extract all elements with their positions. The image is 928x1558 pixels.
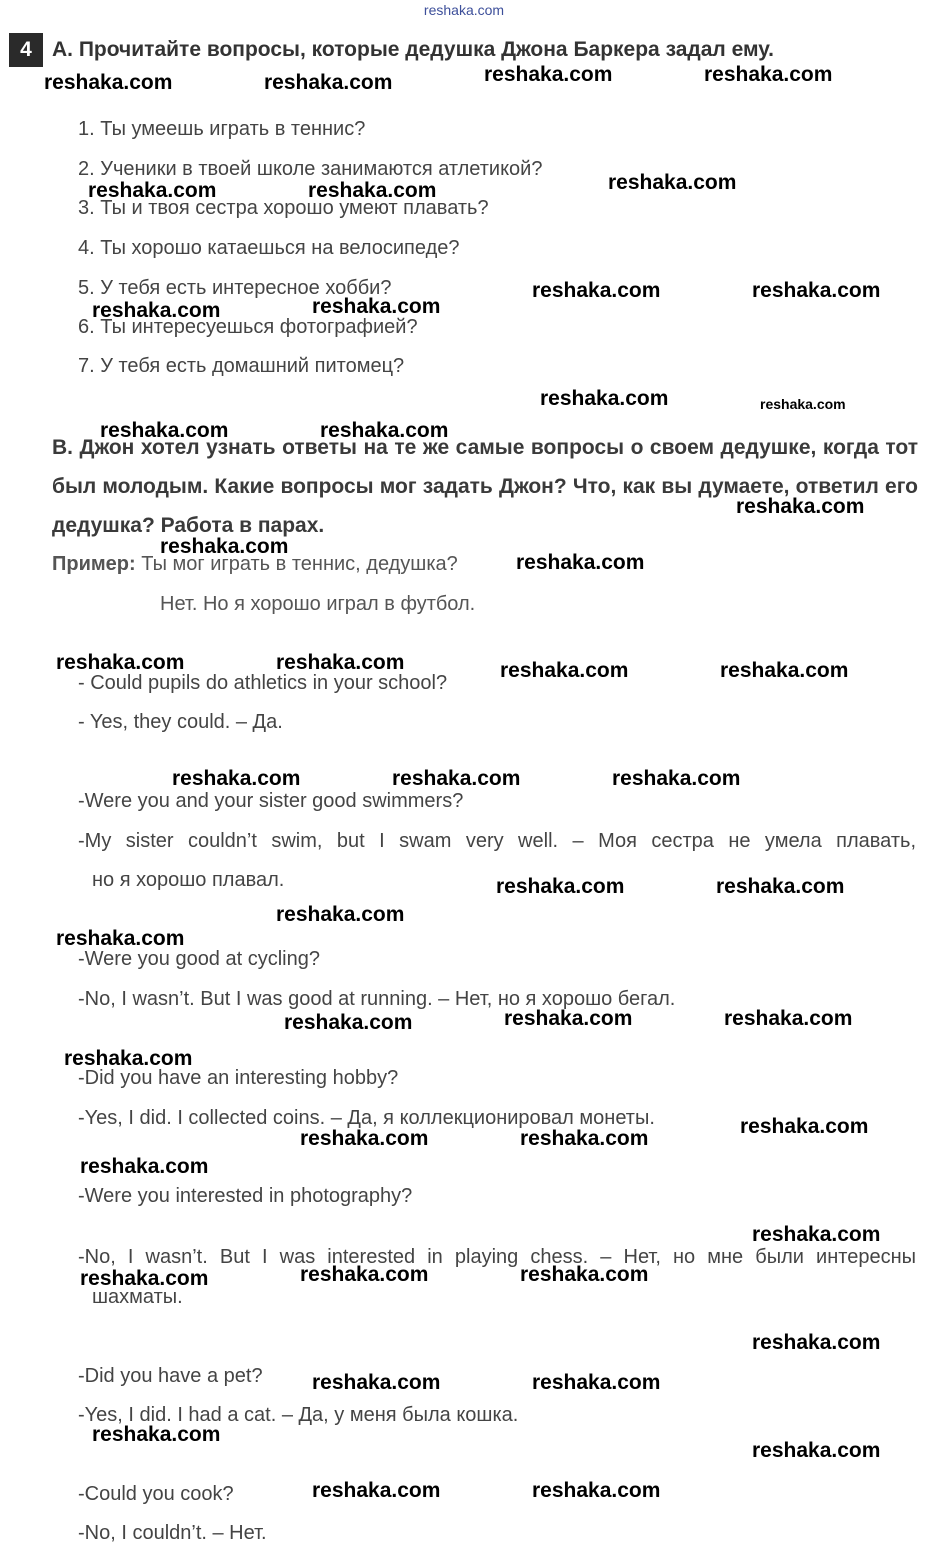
watermark: reshaka.com — [608, 171, 737, 194]
watermark: reshaka.com — [532, 1479, 661, 1502]
watermark: reshaka.com — [484, 63, 613, 86]
answer-line: - Could pupils do athletics in your school? — [78, 672, 448, 694]
answer-line: -Were you interested in photography? — [78, 1185, 413, 1207]
watermark: reshaka.com — [92, 299, 221, 322]
answer-line: -Could you cook? — [78, 1483, 234, 1505]
watermark: reshaka.com — [532, 279, 661, 302]
answer-line: -My sister couldn’t swim, but I swam very well. – Моя сестра не умела плавать, — [78, 830, 916, 852]
watermark: reshaka.com — [276, 903, 405, 926]
watermark: reshaka.com — [312, 1479, 441, 1502]
watermark: reshaka.com — [100, 419, 229, 442]
task-title: A. Прочитайте вопросы, которые дедушка Джона Баркера задал ему. — [52, 38, 774, 61]
watermark: reshaka.com — [308, 179, 437, 202]
watermark: reshaka.com — [752, 1223, 881, 1246]
answer-line: -Were you good at cycling? — [78, 948, 320, 970]
watermark: reshaka.com — [80, 1155, 209, 1178]
answer-line: -Did you have a pet? — [78, 1365, 263, 1387]
question-item: 5. У тебя есть интересное хобби? — [78, 277, 392, 299]
answer-line: -No, I couldn’t. – Нет. — [78, 1522, 267, 1544]
watermark: reshaka.com — [752, 1439, 881, 1462]
site-header: reshaka.com — [423, 2, 505, 18]
watermark: reshaka.com — [540, 387, 669, 410]
answer-line: но я хорошо плавал. — [92, 869, 285, 891]
watermark: reshaka.com — [520, 1127, 649, 1150]
watermark: reshaka.com — [752, 1331, 881, 1354]
watermark: reshaka.com — [736, 495, 865, 518]
watermark: reshaka.com — [312, 295, 441, 318]
watermark: reshaka.com — [64, 1047, 193, 1070]
answer-line: -No, I wasn’t. But I was interested in playing chess. – Нет, но мне были интересны — [78, 1246, 916, 1268]
question-item: 2. Ученики в твоей школе занимаются атлетикой? — [78, 158, 543, 180]
example-question: Ты мог играть в теннис, дедушка? — [141, 553, 458, 575]
watermark: reshaka.com — [56, 651, 185, 674]
watermark: reshaka.com — [496, 875, 625, 898]
example-answer: Нет. Но я хорошо играл в футбол. — [160, 593, 476, 615]
watermark: reshaka.com — [88, 179, 217, 202]
question-item: 1. Ты умеешь играть в теннис? — [78, 118, 366, 140]
watermark: reshaka.com — [312, 1371, 441, 1394]
watermark: reshaka.com — [300, 1263, 429, 1286]
example-label: Пример: — [52, 553, 136, 575]
part-b-instructions: B. Джон хотел узнать ответы на те же самые вопросы о своем дедушке, когда тот был молодым. Какие вопросы мог задать Джон? Что, как вы думаете, ответил его дедушка? Работа в парах. — [52, 436, 918, 537]
watermark: reshaka.com — [724, 1007, 853, 1030]
watermark: reshaka.com — [720, 659, 849, 682]
watermark: reshaka.com — [80, 1267, 209, 1290]
watermark: reshaka.com — [92, 1423, 221, 1446]
question-item: 4. Ты хорошо катаешься на велосипеде? — [78, 237, 460, 259]
watermark: reshaka.com — [284, 1011, 413, 1034]
watermark: reshaka.com — [504, 1007, 633, 1030]
watermark: reshaka.com — [172, 767, 301, 790]
answer-line: -Did you have an interesting hobby? — [78, 1067, 399, 1089]
answer-line: шахматы. — [92, 1286, 183, 1308]
watermark: reshaka.com — [520, 1263, 649, 1286]
watermark: reshaka.com — [704, 63, 833, 86]
watermark: reshaka.com — [160, 535, 289, 558]
watermark: reshaka.com — [392, 767, 521, 790]
watermark: reshaka.com — [612, 767, 741, 790]
watermark: reshaka.com — [716, 875, 845, 898]
watermark: reshaka.com — [264, 71, 393, 94]
answer-line: -Were you and your sister good swimmers? — [78, 790, 464, 812]
task-number-badge: 4 — [9, 33, 43, 67]
question-item: 3. Ты и твоя сестра хорошо умеют плавать? — [78, 197, 489, 219]
answer-line: -Yes, I did. I collected coins. – Да, я коллекционировал монеты. — [78, 1107, 655, 1129]
watermark: reshaka.com — [44, 71, 173, 94]
watermark: reshaka.com — [300, 1127, 429, 1150]
watermark: reshaka.com — [752, 279, 881, 302]
watermark: reshaka.com — [276, 651, 405, 674]
watermark: reshaka.com — [516, 551, 645, 574]
question-item: 7. У тебя есть домашний питомец? — [78, 355, 405, 377]
watermark: reshaka.com — [320, 419, 449, 442]
watermark: reshaka.com — [500, 659, 629, 682]
watermark: reshaka.com — [532, 1371, 661, 1394]
watermark: reshaka.com — [740, 1115, 869, 1138]
answer-line: -Yes, I did. I had a cat. – Да, у меня была кошка. — [78, 1404, 519, 1426]
answer-line: -No, I wasn’t. But I was good at running. – Нет, но я хорошо бегал. — [78, 988, 676, 1010]
answer-line: - Yes, they could. – Да. — [78, 711, 283, 733]
question-item: 6. Ты интересуешься фотографией? — [78, 316, 418, 338]
watermark: reshaka.com — [56, 927, 185, 950]
watermark: reshaka.com — [760, 396, 846, 412]
